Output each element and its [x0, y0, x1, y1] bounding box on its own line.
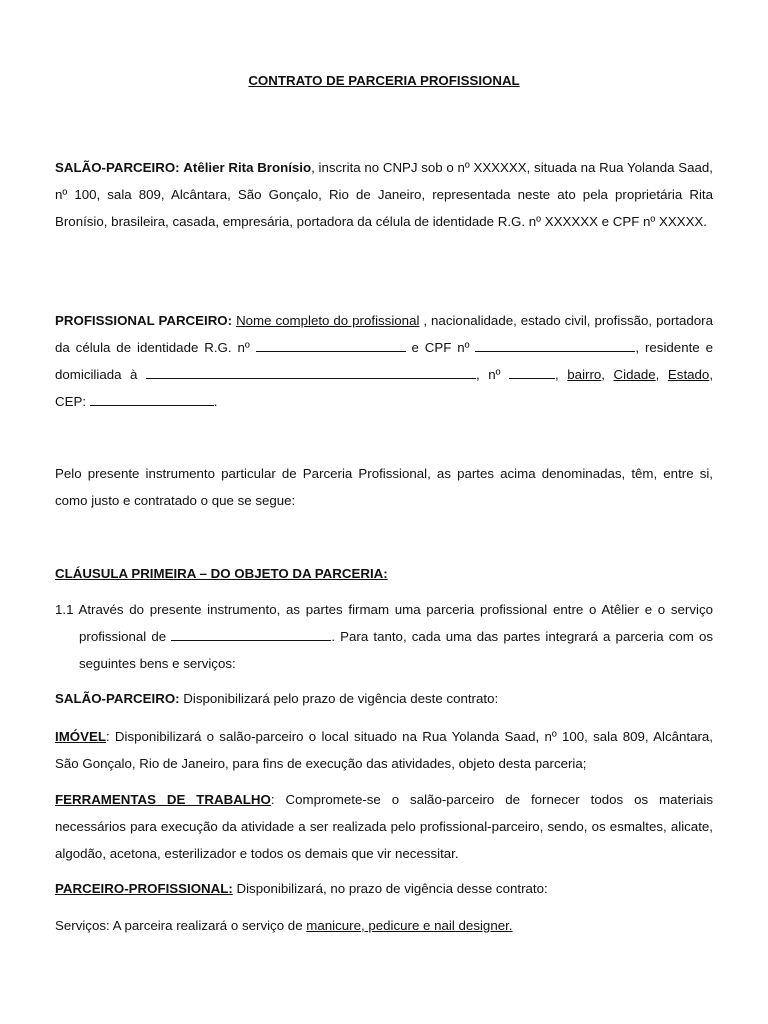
document-title: CONTRATO DE PARCERIA PROFISSIONAL	[248, 73, 520, 88]
rg-blank[interactable]	[256, 339, 406, 352]
clausula-primeira-heading: CLÁUSULA PRIMEIRA – DO OBJETO DA PARCERIA:	[55, 566, 388, 581]
ferramentas-paragraph: FERRAMENTAS DE TRABALHO: Compromete-se o salão-parceiro de fornecer todos os materiais necessários para execução da atividade a ser realizada pelo profissional-parceiro, sendo, os esmaltes, alicate, algodão, acetona, esterilizador e todos os demais que vir necessitar.	[55, 792, 713, 861]
parceiro-disponibiliza-paragraph: PARCEIRO-PROFISSIONAL: Disponibilizará, no prazo de vigência desse contrato:	[55, 881, 548, 896]
salao-parceiro-paragraph	[55, 154, 713, 235]
imovel-paragraph: IMÓVEL: Disponibilizará o salão-parceiro o local situado na Rua Yolanda Saad, nº 100, sala 809, Alcântara, São Gonçalo, Rio de Janeiro, para fins de execução das atividades, objeto desta parceria;	[55, 729, 713, 771]
cidade-field[interactable]: Cidade	[613, 367, 656, 382]
salao-text: , inscrita no CNPJ sob o nº XXXXXX, situada na Rua Yolanda Saad, nº 100, sala 809, Alcântara, São Gonçalo, Rio de Janeiro, representada neste ato pela proprietária Rita Bronísio, brasileira, casada, empresária, portadora da célula de identidade R.G. nº XXXXXX e CPF nº XXXXX.	[55, 160, 713, 229]
servicos-paragraph: Serviços: A parceira realizará o serviço de manicure, pedicure e nail designer.	[55, 918, 513, 933]
clausula-item-1-1: 1.1 Através do presente instrumento, as partes firmam uma parceria profissional entre o Atêlier e o serviço profissional de . Para tanto, cada uma das partes integrará a parceria com os seguintes bens e serviços:	[55, 602, 714, 671]
salao-name: Atêlier Rita Bronísio	[183, 160, 312, 175]
salao-label: SALÃO-PARCEIRO:	[55, 160, 180, 175]
address-blank[interactable]	[146, 366, 476, 379]
salao-disponibiliza-paragraph: SALÃO-PARCEIRO: Disponibilizará pelo prazo de vigência deste contrato:	[55, 691, 499, 706]
profissional-label: PROFISSIONAL PARCEIRO:	[55, 313, 233, 328]
number-blank[interactable]	[509, 366, 555, 379]
cpf-blank[interactable]	[475, 339, 635, 352]
services-list: manicure, pedicure e nail designer.	[306, 918, 513, 933]
estado-field[interactable]: Estado	[667, 367, 710, 382]
profissional-parceiro-paragraph: PROFISSIONAL PARCEIRO: Nome completo do profissional , nacionalidade, estado civil, profissão, portadora da célula de identidade R.G. nº e CPF nº , residente e domiciliada à , nº , bairro, Cidade, Estado, CEP: .	[55, 313, 714, 409]
service-blank[interactable]	[171, 628, 331, 641]
cep-blank[interactable]	[90, 393, 214, 406]
name-placeholder[interactable]: Nome completo do profissional	[236, 313, 420, 328]
bairro-field[interactable]: bairro	[567, 367, 602, 382]
intro-paragraph: Pelo presente instrumento particular de Parceria Profissional, as partes acima denominadas, têm, entre si, como justo e contratado o que se segue:	[55, 466, 713, 508]
